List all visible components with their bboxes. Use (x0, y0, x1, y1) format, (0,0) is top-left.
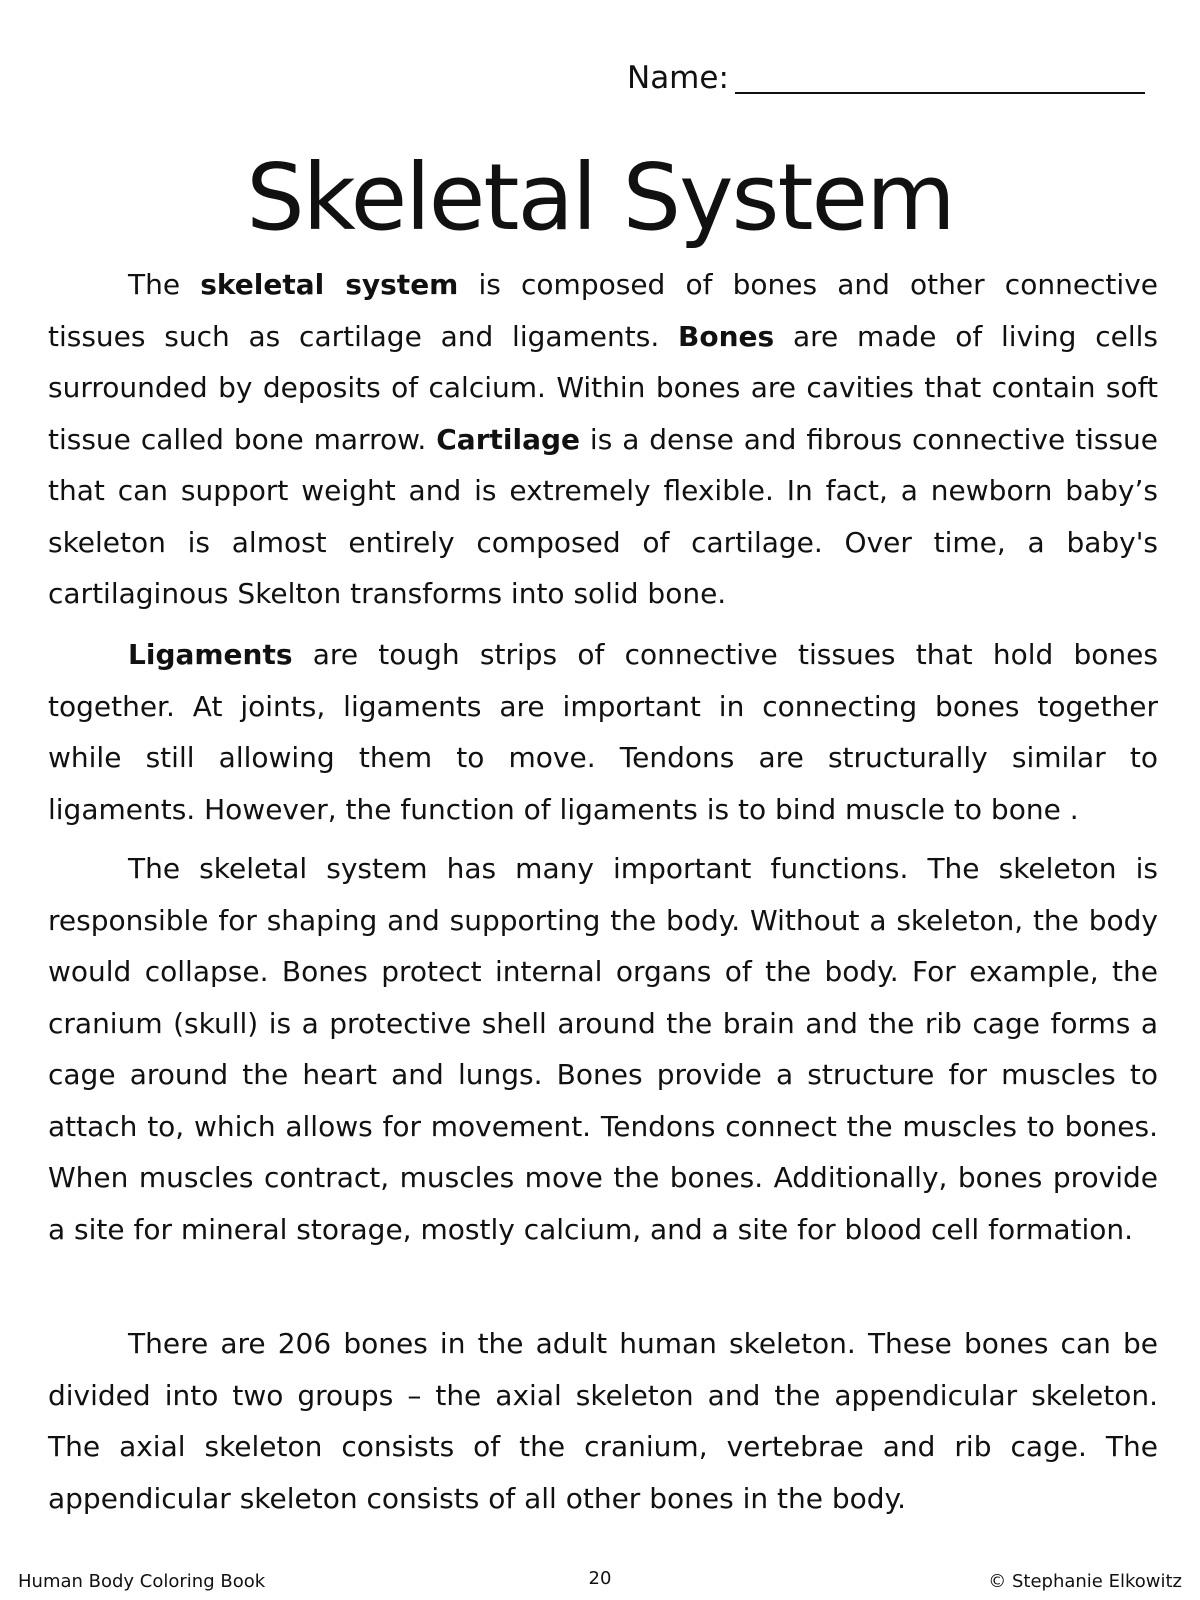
term-skeletal-system: skeletal system (200, 268, 459, 301)
footer-copyright: © Stephanie Elkowitz (988, 1571, 1182, 1592)
page-title: Skeletal System (246, 144, 954, 251)
paragraph-ligaments (48, 629, 1158, 835)
p1-text-1: is composed of bones and other connective tissues such as cartilage and ligaments. (48, 268, 1158, 353)
name-label: Name: (627, 60, 729, 96)
name-field[interactable] (627, 56, 1145, 100)
name-underline[interactable] (735, 92, 1145, 94)
p1-lead: The (128, 268, 201, 301)
p3-text: The skeletal system has many important functions. The skeleton is responsible for shaping and supporting the body. Without a skeleton, the body would collapse. Bones protect internal organs of the body. For example, the cranium (skull) is a protective shell around the brain and the rib cage forms a cage around the heart and lungs. Bones provide a structure for muscles to attach to, which allows for movement. Tendons connect the muscles to bones. When muscles contract, muscles move the bones. Additionally, bones provide a site for mineral storage, mostly calcium, and a site for blood cell formation. (48, 852, 1158, 1246)
p4-text: There are 206 bones in the adult human skeleton. These bones can be divided into two groups – the axial skeleton and the appendicular skeleton. The axial skeleton consists of the cranium, vertebrae and rib cage. The appendicular skeleton consists of all other bones in the body. (48, 1327, 1158, 1515)
p1-text-3: is a dense and fibrous connective tissue that can support weight and is extremely flexible. In fact, a newborn baby’s skeleton is almost entirely composed of cartilage. Over time, a baby's cartilaginous Skelton transforms into solid bone. (48, 422, 1159, 610)
paragraph-bone-count (48, 1318, 1158, 1524)
term-bones: Bones (678, 319, 775, 353)
term-ligaments: Ligaments (128, 638, 293, 671)
p2-text: are tough strips of connective tissues that hold bones together. At joints, ligaments are important in connecting bones together while still allowing them to move. Tendons are structurally similar to ligaments. However, the function of ligaments is to bind muscle to bone . (48, 638, 1158, 826)
term-cartilage: Cartilage (436, 422, 581, 456)
paragraph-functions (48, 843, 1158, 1255)
footer-page-number: 20 (588, 1568, 612, 1589)
p1-text-2: are made of living cells surrounded by deposits of calcium. Within bones are cavities that contain soft tissue called bone marrow. (48, 319, 1158, 456)
paragraph-skeletal-system (48, 259, 1158, 620)
footer-book-title: Human Body Coloring Book (18, 1571, 266, 1592)
